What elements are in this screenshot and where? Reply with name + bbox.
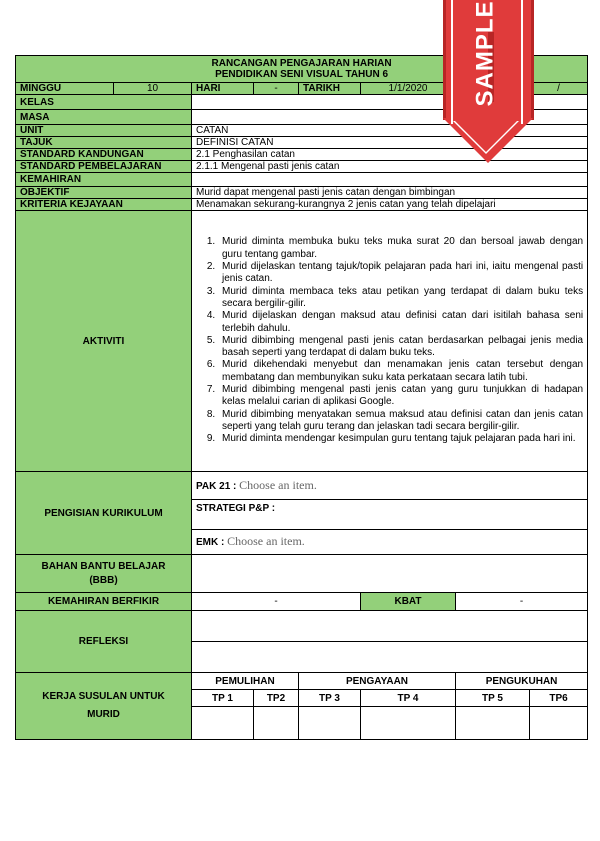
tp5-cell[interactable] <box>456 707 530 740</box>
minggu-label: MINGGU <box>16 83 114 95</box>
standard-kandungan-label: STANDARD KANDUNGAN <box>16 149 192 161</box>
standard-kandungan-value[interactable]: 2.1 Penghasilan catan <box>192 149 588 161</box>
kbat-value[interactable]: - <box>456 593 588 611</box>
kbat-label: KBAT <box>361 593 456 611</box>
bbb-label-line2: (BBB) <box>89 574 118 586</box>
emk-dropdown[interactable]: Choose an item. <box>227 534 305 548</box>
kelas-label: KELAS <box>16 95 192 110</box>
refleksi-label: REFLEKSI <box>16 611 192 673</box>
sample-watermark-text: SAMPLE <box>471 0 499 107</box>
refleksi-line1[interactable] <box>192 611 588 642</box>
aktiviti-steps-list <box>192 236 587 445</box>
pengukuhan-header: PENGUKUHAN <box>456 673 588 690</box>
kemahiran-label: KEMAHIRAN <box>16 173 192 187</box>
pengisian-kurikulum-label: PENGISIAN KURIKULUM <box>16 472 192 555</box>
unit-value[interactable]: CATAN <box>192 125 588 137</box>
tp1-header: TP 1 <box>192 690 254 707</box>
bbb-value[interactable] <box>192 555 588 593</box>
kriteria-kejayaan-value[interactable]: Menamakan sekurang-kurangnya 2 jenis catan yang telah dipelajari <box>192 199 588 211</box>
objektif-label: OBJEKTIF <box>16 187 192 199</box>
strategi-field[interactable] <box>192 500 588 530</box>
masa-label: MASA <box>16 110 192 125</box>
tp3-cell[interactable] <box>299 707 361 740</box>
pemulihan-header: PEMULIHAN <box>192 673 299 690</box>
unit-label: UNIT <box>16 125 192 137</box>
tp1-cell[interactable] <box>192 707 254 740</box>
extra-value[interactable]: / <box>530 83 588 95</box>
aktiviti-step: 9. Murid diminta mendengar kesimpulan guru tentang tajuk pelajaran pada hari ini. <box>218 433 583 445</box>
tp3-header: TP 3 <box>299 690 361 707</box>
plan-title-line1: RANCANGAN PENGAJARAN HARIAN <box>211 58 392 69</box>
strategi-label: STRATEGI P&P : <box>196 503 276 514</box>
aktiviti-step: 5. Murid dibimbing mengenal pasti jenis catan berdasarkan pelbagai jenis media basah seperti yang terdapat di dalam buku teks. <box>218 335 583 360</box>
aktiviti-step: 8. Murid dibimbing menyatakan semua maksud atau definisi catan dan jenis catan seperti yang telah guru terang dan jelaskan tadi secara bergilir-gilir. <box>218 409 583 434</box>
aktiviti-step: 1. Murid diminta membuka buku teks muka surat 20 dan bersoal jawab dengan guru tentang gambar. <box>218 236 583 261</box>
pengayaan-header: PENGAYAAN <box>299 673 456 690</box>
tp6-header: TP6 <box>530 690 588 707</box>
pak21-field[interactable] <box>192 472 588 500</box>
tp2-header: TP2 <box>254 690 299 707</box>
pak21-dropdown[interactable]: Choose an item. <box>239 477 317 492</box>
tarikh-value[interactable]: 1/1/2020 <box>361 83 456 95</box>
kerja-susulan-label <box>16 673 192 740</box>
tp2-cell[interactable] <box>254 707 299 740</box>
pak21-label: PAK 21 : <box>196 480 237 492</box>
tp6-cell[interactable] <box>530 707 588 740</box>
hari-label: HARI <box>192 83 254 95</box>
objektif-value[interactable]: Murid dapat mengenal pasti jenis catan dengan bimbingan <box>192 187 588 199</box>
aktiviti-step: 2. Murid dijelaskan tentang tajuk/topik pelajaran pada hari ini, iaitu mengenal pasti jenis catan. <box>218 261 583 286</box>
aktiviti-step: 3. Murid diminta membaca teks atau petikan yang terdapat di dalam buku teks secara bergilir-gilir. <box>218 286 583 311</box>
kerja-susulan-line1: KERJA SUSULAN UNTUK <box>42 691 165 702</box>
aktiviti-step: 4. Murid dijelaskan dengan maksud atau definisi catan dari isitilah bahasa seni terlebih dahulu. <box>218 310 583 335</box>
tp4-header: TP 4 <box>361 690 456 707</box>
emk-field[interactable] <box>192 530 588 555</box>
tarikh-label: TARIKH <box>299 83 361 95</box>
kemahiran-value[interactable] <box>192 173 588 187</box>
emk-label: EMK : <box>196 537 225 548</box>
tajuk-label: TAJUK <box>16 137 192 149</box>
kriteria-kejayaan-label: KRITERIA KEJAYAAN <box>16 199 192 211</box>
kerja-susulan-line2: MURID <box>87 709 120 720</box>
aktiviti-content[interactable] <box>192 211 588 472</box>
tp4-cell[interactable] <box>361 707 456 740</box>
kemahiran-berfikir-value[interactable]: - <box>192 593 361 611</box>
standard-pembelajaran-value[interactable]: 2.1.1 Mengenal pasti jenis catan <box>192 161 588 173</box>
standard-pembelajaran-label: STANDARD PEMBELAJARAN <box>16 161 192 173</box>
plan-title-line2: PENDIDIKAN SENI VISUAL TAHUN 6 <box>215 69 389 80</box>
refleksi-line2[interactable] <box>192 642 588 673</box>
aktiviti-step: 6. Murid dikehendaki menyebut dan menamakan jenis catan tersebut dengan membatang dan membunyikan suku kata perkataan secara latih tubi. <box>218 359 583 384</box>
aktiviti-step: 7. Murid dibimbing mengenal pasti jenis catan yang guru tunjukkan di hadapan kelas melalui carian di aplikasi Google. <box>218 384 583 409</box>
tajuk-value[interactable]: DEFINISI CATAN <box>192 137 588 149</box>
kemahiran-berfikir-label: KEMAHIRAN BERFIKIR <box>16 593 192 611</box>
bbb-label <box>16 555 192 593</box>
bbb-label-line1: BAHAN BANTU BELAJAR <box>41 560 166 572</box>
tp5-header: TP 5 <box>456 690 530 707</box>
aktiviti-label: AKTIVITI <box>16 211 192 472</box>
sample-ribbon-tip-fill <box>455 121 517 152</box>
minggu-value[interactable]: 10 <box>114 83 192 95</box>
hari-value[interactable]: - <box>254 83 299 95</box>
